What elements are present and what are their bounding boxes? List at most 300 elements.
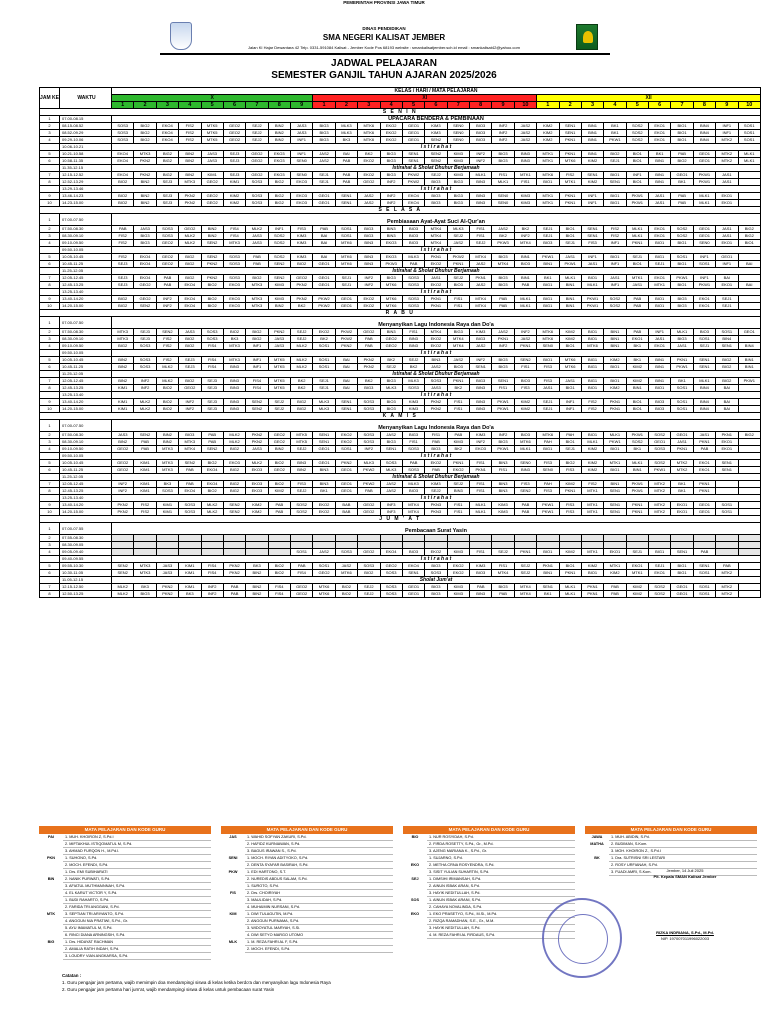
period-time: 13.25-13.40 xyxy=(60,392,112,399)
table-row xyxy=(40,200,761,207)
subject-cell: PKN2 xyxy=(112,509,134,516)
subject-cell: EKO1 xyxy=(693,296,715,303)
subject-cell: BIN1 xyxy=(559,282,581,289)
period-time: 09.50-10.05 xyxy=(60,350,112,357)
subject-cell: BIG2 xyxy=(738,226,761,233)
legend-row xyxy=(403,890,575,897)
subject-cell: KIM3 xyxy=(447,158,469,165)
subject-cell: GEO1 xyxy=(693,226,715,233)
subject-cell: PAB xyxy=(223,591,245,598)
period-time: 10.21-10.58 xyxy=(60,151,112,158)
subject-cell xyxy=(626,535,648,542)
subject-cell: BIN2 xyxy=(246,584,268,591)
subject-cell: BIN3 xyxy=(492,460,514,467)
period-number: 8 xyxy=(40,591,60,598)
subject-cell: SEN0 xyxy=(693,240,715,247)
subject-cell: BK2 xyxy=(313,336,335,343)
subject-cell: BIO3 xyxy=(492,439,514,446)
subject-code xyxy=(39,848,63,855)
subject-cell: FIS3 xyxy=(514,481,536,488)
subject-cell xyxy=(358,542,380,549)
subject-cell: BIN2 xyxy=(156,432,178,439)
subject-cell: JAS1 xyxy=(716,233,738,240)
subject-cell xyxy=(447,535,469,542)
subject-code: BK xyxy=(594,856,600,860)
period-time: 09.10-09.50 xyxy=(60,240,112,247)
subject-cell: MTK6 xyxy=(581,343,603,350)
subject-cell xyxy=(179,535,201,542)
subject-cell: GEO2 xyxy=(112,446,134,453)
subject-cell: BAI xyxy=(716,275,738,282)
period-number: 7 xyxy=(40,378,60,385)
subject-cell: SOS3 xyxy=(402,446,424,453)
subject-cell: GEO2 xyxy=(380,563,402,570)
subject-cell: SEN1 xyxy=(604,179,626,186)
subject-cell: BIO1 xyxy=(581,336,603,343)
subject-cell: MLK2 xyxy=(291,357,313,364)
subject-cell: EKO2 xyxy=(425,336,447,343)
subject-cell: BIG3 xyxy=(470,336,492,343)
subject-cell: EKO1 xyxy=(649,570,671,577)
class-number: 8 xyxy=(693,102,715,109)
teacher-name: 1. DIMSIHI IRIMANSAH, S.Pd. xyxy=(427,876,575,883)
period-time: 11.25-12.05 xyxy=(60,371,112,378)
subject-cell: SOS1 xyxy=(671,254,693,261)
subject-cell: MLK1 xyxy=(738,158,761,165)
period-time: 13.25-13.40 xyxy=(60,289,112,296)
subject-cell: JAS2 xyxy=(380,432,402,439)
subject-cell xyxy=(246,549,268,556)
subject-cell: MTK2 xyxy=(716,584,738,591)
subject-cell: SOS1 xyxy=(313,343,335,350)
period-time: 08.15-08.52 xyxy=(60,123,112,130)
subject-cell: JAS2 xyxy=(380,481,402,488)
subject-cell: PAB xyxy=(201,432,223,439)
period-time: 12.05-12.45 xyxy=(60,378,112,385)
subject-cell: BIN2 xyxy=(112,378,134,385)
subject-cell: PAB xyxy=(492,303,514,310)
subject-cell: MTK6 xyxy=(537,432,559,439)
subject-cell: SEJ2 xyxy=(291,329,313,336)
subject-cell: BIO1 xyxy=(626,261,648,268)
subject-cell: BIG1 xyxy=(604,467,626,474)
subject-cell xyxy=(380,542,402,549)
period-time: 11.05-12.15 xyxy=(60,577,112,584)
period-time: 07.00-07.55 xyxy=(60,523,112,535)
subject-cell: KIM3 xyxy=(402,406,424,413)
subject-cell: BIO3 xyxy=(402,233,424,240)
subject-cell: SEN0 xyxy=(492,200,514,207)
subject-cell: MLK2 xyxy=(112,591,134,598)
period-number: 2 xyxy=(40,535,60,542)
subject-cell xyxy=(201,535,223,542)
legend-row xyxy=(403,834,575,841)
subject-cell: EKO3 xyxy=(470,446,492,453)
subject-cell: SOS3 xyxy=(223,261,245,268)
subject-cell: KIM2 xyxy=(268,488,290,495)
table-row xyxy=(40,523,761,535)
legend-header: MATA PELAJARAN DAN KODE GURU xyxy=(585,826,757,834)
legend-row xyxy=(403,904,575,911)
table-row xyxy=(40,439,761,446)
subject-cell: JAS1 xyxy=(716,179,738,186)
subject-cell: KIM3 xyxy=(447,591,469,598)
subject-cell: BIG3 xyxy=(313,137,335,144)
subject-cell: PKW1 xyxy=(581,296,603,303)
subject-cell: FIS3 xyxy=(537,460,559,467)
subject-cell: BIN1 xyxy=(514,254,536,261)
subject-cell: BIO2 xyxy=(291,261,313,268)
subject-cell: BIO1 xyxy=(671,130,693,137)
subject-cell: PKW1 xyxy=(626,488,648,495)
period-time: 09.50-10.05 xyxy=(60,453,112,460)
subject-cell: PKN1 xyxy=(514,549,536,556)
teacher-name: 3. SEPTIAN TRI ARIYANTO, S.Pd. xyxy=(63,911,211,918)
school-address: Jalan KI Hajar Dewantara 42 Telp. 0331-591084 Kalisat - Jember Kode Pos 68193 website : smankalisatjember.sch.id email : smankalisat42@yahoo.com xyxy=(248,45,520,50)
subject-cell: INF2 xyxy=(112,481,134,488)
subject-cell: EKO1 xyxy=(716,446,738,453)
subject-cell: INF2 xyxy=(492,137,514,144)
subject-cell: BIO2 xyxy=(156,406,178,413)
subject-cell: MTK1 xyxy=(514,172,536,179)
subject-cell: PKN1 xyxy=(425,254,447,261)
teacher-name: 2. ANGGUN PURNAMA, S.Pd. xyxy=(245,918,393,925)
subject-cell: PKW1 xyxy=(604,137,626,144)
legend-row xyxy=(39,932,211,939)
table-row xyxy=(40,350,761,357)
legend-row xyxy=(39,890,211,897)
subject-cell xyxy=(738,481,761,488)
subject-cell: EKO3 xyxy=(223,296,245,303)
subject-cell: PKN2 xyxy=(291,296,313,303)
subject-cell: BIO2 xyxy=(223,329,245,336)
subject-cell: BIG3 xyxy=(380,378,402,385)
subject-cell: PAB xyxy=(291,563,313,570)
subject-cell: BIN2 xyxy=(201,233,223,240)
subject-cell: SEN1 xyxy=(313,432,335,439)
subject-cell: BIO2 xyxy=(201,303,223,310)
subject-cell: JAS1 xyxy=(649,193,671,200)
period-number xyxy=(40,556,60,563)
doc-title: JADWAL PELAJARAN xyxy=(331,58,437,69)
period-number xyxy=(40,247,60,254)
subject-cell: GEO1 xyxy=(335,467,357,474)
legend-row xyxy=(39,862,211,869)
subject-cell: KIM3 xyxy=(492,502,514,509)
subject-cell xyxy=(156,535,178,542)
subject-cell: SEN2 xyxy=(425,137,447,144)
subject-cell: FIS1 xyxy=(447,296,469,303)
subject-cell: MLK2 xyxy=(134,399,156,406)
subject-cell: SEJ2 xyxy=(447,233,469,240)
subject-cell: GEO1 xyxy=(693,151,715,158)
subject-cell: SOS2 xyxy=(291,502,313,509)
subject-cell: PAB xyxy=(223,584,245,591)
subject-cell: EKO4 xyxy=(179,488,201,495)
activity-cell: Istirahat & Sholat Dhuhur Berjamaah xyxy=(112,371,761,378)
teacher-name: 1. SUJARNO, S.Pd. xyxy=(427,855,575,862)
subject-cell: BIN3 xyxy=(470,200,492,207)
subject-cell: SOS3 xyxy=(246,179,268,186)
subject-cell: BIN2 xyxy=(134,200,156,207)
subject-cell: FIS2 xyxy=(134,509,156,516)
subject-cell: PKN2 xyxy=(201,275,223,282)
class-number: 2 xyxy=(559,102,581,109)
subject-cell: PKW1 xyxy=(693,179,715,186)
subject-cell: SEN0 xyxy=(447,137,469,144)
subject-code xyxy=(403,855,427,862)
activity-cell: I s t i r a h a t xyxy=(112,247,761,254)
subject-cell: KIM2 xyxy=(626,378,648,385)
subject-cell: BIO2 xyxy=(335,591,357,598)
legend-row xyxy=(585,848,757,855)
subject-cell: JAS2 xyxy=(447,240,469,247)
period-number: 8 xyxy=(40,179,60,186)
subject-cell: SEJ3 xyxy=(179,357,201,364)
legend-row xyxy=(403,883,575,890)
subject-cell: BIG3 xyxy=(380,158,402,165)
subject-cell: KIM3 xyxy=(291,233,313,240)
subject-code xyxy=(585,862,609,869)
subject-cell: KIM3 xyxy=(447,439,469,446)
subject-cell: SEJ1 xyxy=(335,275,357,282)
subject-cell: PKW2 xyxy=(335,329,357,336)
subject-cell: PKW2 xyxy=(358,467,380,474)
subject-cell: GEO2 xyxy=(246,151,268,158)
subject-cell: MLK3 xyxy=(358,460,380,467)
subject-cell: JAS2 xyxy=(358,193,380,200)
subject-cell: SOS3 xyxy=(112,137,134,144)
subject-cell: EKO3 xyxy=(291,200,313,207)
period-time: 12.05-12.45 xyxy=(60,481,112,488)
subject-cell: BIN2 xyxy=(179,151,201,158)
legend-row xyxy=(39,883,211,890)
subject-cell: MTK3 xyxy=(223,240,245,247)
subject-cell: SEN1 xyxy=(559,123,581,130)
subject-cell: FIS4 xyxy=(201,343,223,350)
subject-cell: BIO1 xyxy=(604,364,626,371)
subject-cell: GEO2 xyxy=(179,226,201,233)
subject-cell: MTK3 xyxy=(223,357,245,364)
subject-cell: BIG2 xyxy=(134,123,156,130)
subject-cell xyxy=(738,193,761,200)
subject-cell: KIM3 xyxy=(514,200,536,207)
subject-cell: MTK6 xyxy=(380,296,402,303)
subject-cell: BIG3 xyxy=(671,336,693,343)
subject-cell: EKO2 xyxy=(425,549,447,556)
subject-cell: KIM3 xyxy=(470,563,492,570)
subject-cell: JAS2 xyxy=(335,563,357,570)
subject-cell: BIN2 xyxy=(179,158,201,165)
subject-cell: SEJ1 xyxy=(649,261,671,268)
subject-cell: BIO2 xyxy=(268,460,290,467)
subject-cell: FIS3 xyxy=(291,226,313,233)
sign-name: RIZKA INDRIANA, S.Pd., M.Pd. xyxy=(656,930,714,935)
subject-cell: SEN1 xyxy=(402,570,424,577)
subject-cell: PKN1 xyxy=(492,336,514,343)
subject-cell: BIO2 xyxy=(156,399,178,406)
subject-cell xyxy=(738,172,761,179)
teacher-name: 2. MOCH. EFENDI, S.Pd. xyxy=(63,862,211,869)
table-row xyxy=(40,556,761,563)
subject-cell: FIS2 xyxy=(112,254,134,261)
notes xyxy=(62,972,562,993)
class-number: 2 xyxy=(134,102,156,109)
subject-cell: MTK6 xyxy=(358,123,380,130)
subject-cell: PKN1 xyxy=(671,446,693,453)
subject-cell: PKN2 xyxy=(291,282,313,289)
subject-cell: SOS3 xyxy=(380,460,402,467)
subject-cell: KIM2 xyxy=(604,385,626,392)
subject-cell: KIM2 xyxy=(581,467,603,474)
subject-cell: SOS3 xyxy=(402,296,424,303)
period-number xyxy=(40,268,60,275)
subject-cell: SOS1 xyxy=(738,123,761,130)
table-row xyxy=(40,123,761,130)
subject-cell: BIG3 xyxy=(380,172,402,179)
schedule-table xyxy=(39,87,761,598)
subject-cell: GEO2 xyxy=(291,275,313,282)
subject-cell: FIS2 xyxy=(604,226,626,233)
subject-cell: BK2 xyxy=(291,303,313,310)
subject-cell: MTK3 xyxy=(246,303,268,310)
subject-cell: SEN0 xyxy=(537,467,559,474)
subject-cell: SEJ3 xyxy=(201,378,223,385)
subject-cell: BIO1 xyxy=(559,226,581,233)
subject-cell: BIN3 xyxy=(447,488,469,495)
subject-code xyxy=(221,904,245,911)
subject-cell: INF2 xyxy=(358,282,380,289)
subject-cell: FIS4 xyxy=(201,364,223,371)
subject-cell: BIN3 xyxy=(514,151,536,158)
subject-cell: FIS3 xyxy=(559,467,581,474)
period-number: 5 xyxy=(40,151,60,158)
subject-cell: BK2 xyxy=(492,233,514,240)
subject-cell: BIO2 xyxy=(246,275,268,282)
subject-code xyxy=(403,890,427,897)
teacher-name: 3. LOUDRY VIAN ANGKARSA, S.Pd. xyxy=(63,953,211,960)
legend-column xyxy=(39,826,211,960)
subject-cell xyxy=(671,542,693,549)
subject-code: MTK xyxy=(46,912,56,916)
subject-cell: EKO2 xyxy=(425,261,447,268)
subject-cell: KIM1 xyxy=(112,399,134,406)
subject-cell: GEO2 xyxy=(201,200,223,207)
subject-cell: BK1 xyxy=(313,488,335,495)
table-row xyxy=(40,446,761,453)
subject-cell: JAS1 xyxy=(693,432,715,439)
subject-cell: JAS3 xyxy=(268,336,290,343)
class-number: 4 xyxy=(604,102,626,109)
teacher-name: 2. MIFTAKHUL ISTIQOMATUL M, S.Pd. xyxy=(63,841,211,848)
teacher-name: 6. RINCI DIANA ARNINGSIH, S.Pd. xyxy=(63,932,211,939)
class-number: 10 xyxy=(738,102,761,109)
subject-code xyxy=(39,869,63,876)
subject-cell: FIS1 xyxy=(492,563,514,570)
subject-cell: BIO2 xyxy=(201,488,223,495)
subject-cell: EKO1 xyxy=(671,502,693,509)
subject-cell xyxy=(335,542,357,549)
subject-cell: SEJ2 xyxy=(492,549,514,556)
subject-code: SEJ xyxy=(411,877,419,881)
subject-cell: MTK2 xyxy=(716,151,738,158)
subject-cell: PAH xyxy=(537,481,559,488)
subject-cell xyxy=(134,549,156,556)
legend-row xyxy=(39,953,211,960)
subject-cell: INF1 xyxy=(268,226,290,233)
subject-cell xyxy=(738,399,761,406)
subject-cell xyxy=(402,542,424,549)
subject-cell: SEN2 xyxy=(223,502,245,509)
table-row xyxy=(40,406,761,413)
teacher-name: 2. DENTA SYAFAR BASIRAH, S.Pd. xyxy=(245,862,393,869)
subject-cell xyxy=(738,406,761,413)
subject-cell: JAS2 xyxy=(492,329,514,336)
subject-cell: PKN2 xyxy=(425,406,447,413)
subject-cell: EKO4 xyxy=(402,193,424,200)
subject-cell: BIN2 xyxy=(156,439,178,446)
subject-cell: SEJ1 xyxy=(313,172,335,179)
subject-cell: BIG2 xyxy=(716,378,738,385)
subject-cell: MLK2 xyxy=(246,226,268,233)
subject-cell: BIN3 xyxy=(223,406,245,413)
subject-cell: MTK3 xyxy=(246,296,268,303)
subject-code xyxy=(221,876,245,883)
subject-cell: FIS3 xyxy=(559,509,581,516)
table-row xyxy=(40,179,761,186)
subject-cell xyxy=(134,542,156,549)
subject-cell: PKN2 xyxy=(246,432,268,439)
subject-cell: BIN1 xyxy=(649,378,671,385)
subject-cell: FIS1 xyxy=(447,399,469,406)
subject-cell: BIG2 xyxy=(738,233,761,240)
teacher-name: 2. Drs. CHOIRIYAH xyxy=(245,890,393,897)
activity-cell: I s t i r a h a t xyxy=(112,289,761,296)
subject-cell: BIO1 xyxy=(649,303,671,310)
subject-cell: MTK5 xyxy=(291,439,313,446)
subject-cell: PKN3 xyxy=(425,509,447,516)
subject-cell: MLK1 xyxy=(626,233,648,240)
teacher-name: 2. AMALIA RATIH INDAH, S.Pd. xyxy=(63,946,211,953)
subject-cell: EKO2 xyxy=(358,172,380,179)
subject-cell: MTK6 xyxy=(559,357,581,364)
subject-cell: SOS1 xyxy=(693,584,715,591)
subject-cell: FIS2 xyxy=(179,130,201,137)
class-number: 7 xyxy=(447,102,469,109)
subject-cell: EKO3 xyxy=(268,151,290,158)
subject-cell: BIO3 xyxy=(470,130,492,137)
subject-cell: PKW2 xyxy=(358,481,380,488)
subject-cell: BIN3 xyxy=(291,460,313,467)
subject-cell: KIM3 xyxy=(425,123,447,130)
subject-cell: MTK2 xyxy=(716,591,738,598)
subject-cell: EKO3 xyxy=(223,303,245,310)
subject-cell: PKW1 xyxy=(537,509,559,516)
table-row xyxy=(40,282,761,289)
subject-cell: PKW2 xyxy=(335,336,357,343)
subject-cell: SOS1 xyxy=(716,329,738,336)
subject-cell: BAI xyxy=(738,282,761,289)
subject-cell: PKN2 xyxy=(223,570,245,577)
subject-cell: KIM1 xyxy=(134,460,156,467)
subject-cell: MTK3 xyxy=(112,329,134,336)
subject-cell: PKN2 xyxy=(268,329,290,336)
subject-cell: BIG3 xyxy=(358,226,380,233)
subject-code xyxy=(221,862,245,869)
subject-cell: KIM2 xyxy=(626,364,648,371)
subject-cell: PKN1 xyxy=(559,200,581,207)
teacher-name: 3. AJENG MARIANA K., S.Pd., Gr. xyxy=(427,848,575,855)
